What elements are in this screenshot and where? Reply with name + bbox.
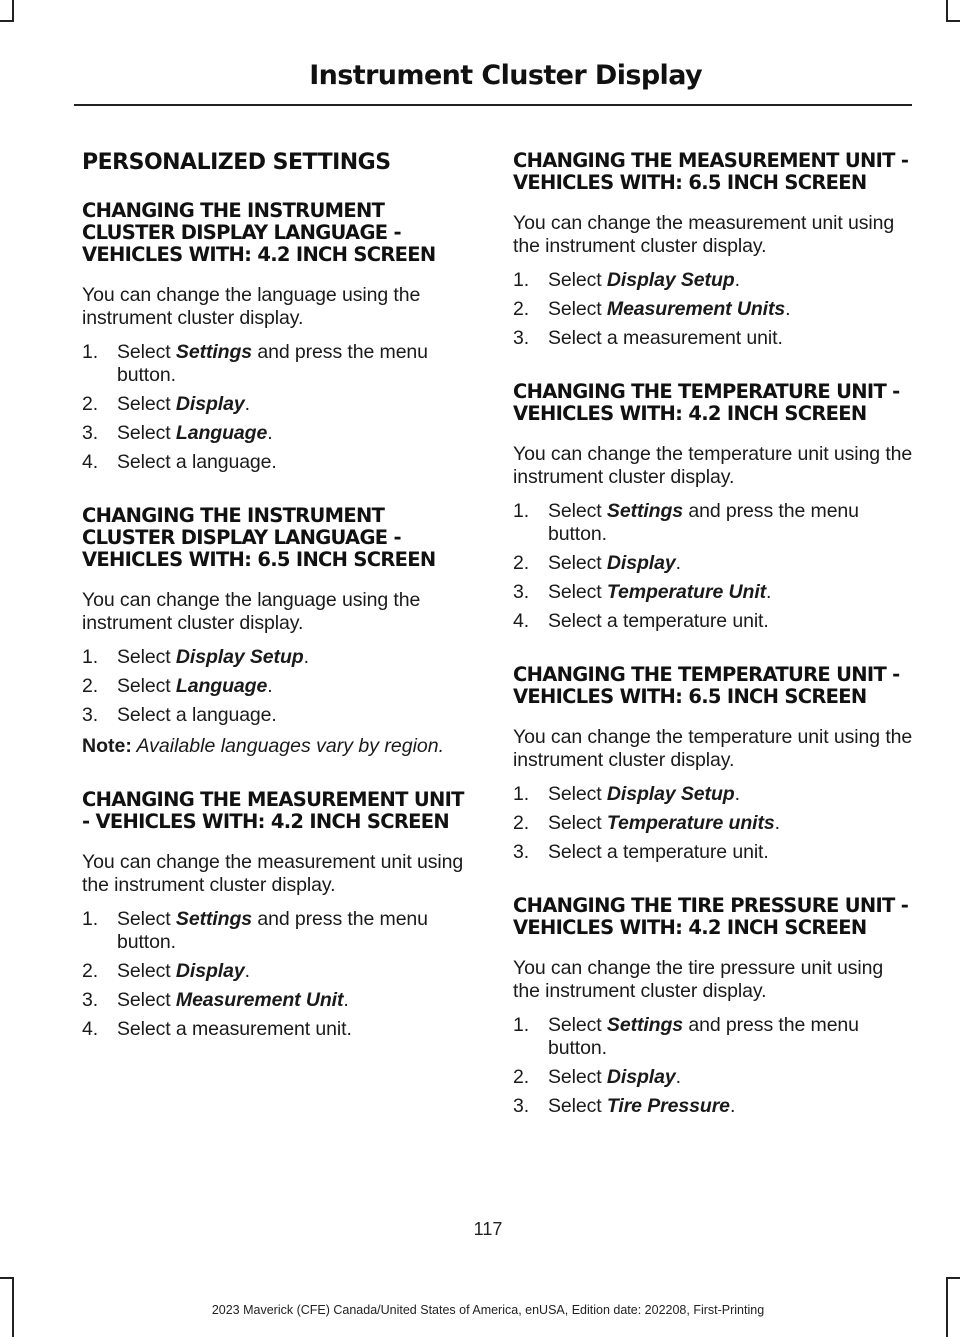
step-menu-option: Measurement Unit <box>175 989 344 1011</box>
step-text: Select a measurement unit. <box>117 1018 352 1040</box>
edition-footer: 2023 Maverick (CFE) Canada/United States of America, enUSA, Edition date: 202208, First-Printing <box>211 1303 765 1317</box>
step-menu-option: Display <box>175 960 245 982</box>
step-text: Select a temperature unit. <box>548 610 769 632</box>
step-number: 2. <box>82 675 99 697</box>
step-menu-option: Language <box>175 422 268 444</box>
left-column <box>82 150 477 1072</box>
step-number: 1. <box>82 341 99 363</box>
step-text-suffix: . <box>785 298 791 320</box>
step-item <box>82 960 477 983</box>
step-text-suffix: . <box>303 646 309 668</box>
step-text: Select <box>548 552 607 574</box>
step-text: Select <box>117 989 176 1011</box>
header-divider <box>74 104 912 106</box>
step-menu-option: Display <box>606 552 676 574</box>
step-number: 1. <box>82 646 99 668</box>
step-item <box>82 1018 477 1041</box>
steps-list <box>82 341 477 474</box>
step-item <box>82 451 477 474</box>
step-menu-option: Temperature Unit <box>606 581 767 603</box>
step-number: 1. <box>513 1014 530 1036</box>
step-text: Select <box>548 1066 607 1088</box>
steps-list <box>513 1014 915 1118</box>
step-menu-option: Display <box>175 393 245 415</box>
section-intro: You can change the temperature unit using the instrument cluster display. <box>513 443 913 488</box>
step-text-suffix: . <box>244 393 250 415</box>
step-text-suffix: . <box>766 581 772 603</box>
step-text-suffix: . <box>774 812 780 834</box>
steps-list <box>513 783 915 864</box>
step-text-suffix: . <box>675 1066 681 1088</box>
step-item <box>82 675 477 698</box>
step-menu-option: Language <box>175 675 268 697</box>
step-number: 1. <box>82 908 99 930</box>
note <box>82 735 477 758</box>
step-text: Select <box>548 500 607 522</box>
step-menu-option: Display Setup <box>606 269 735 291</box>
step-text: Select <box>548 581 607 603</box>
step-text-suffix: and press the menu button. <box>548 500 859 545</box>
crop-mark <box>946 20 960 22</box>
step-text: Select <box>117 675 176 697</box>
main-heading: PERSONALIZED SETTINGS <box>82 150 391 175</box>
section-heading: CHANGING THE TEMPERATURE UNIT - VEHICLES WITH: 6.5 INCH SCREEN <box>513 663 900 708</box>
section-intro: You can change the temperature unit using the instrument cluster display. <box>513 726 913 771</box>
step-item <box>513 812 915 835</box>
note-label: Note: <box>82 735 132 757</box>
step-menu-option: Display <box>606 1066 676 1088</box>
section-intro: You can change the measurement unit using the instrument cluster display. <box>82 851 464 896</box>
step-item <box>82 704 477 727</box>
section-heading: CHANGING THE MEASUREMENT UNIT - VEHICLES WITH: 6.5 INCH SCREEN <box>513 149 909 194</box>
crop-mark <box>0 1277 14 1279</box>
step-menu-option: Display Setup <box>175 646 304 668</box>
steps-list <box>82 646 477 727</box>
section-intro: You can change the language using the instrument cluster display. <box>82 284 421 329</box>
step-text-suffix: . <box>267 675 273 697</box>
step-text-suffix: and press the menu button. <box>117 341 428 386</box>
step-number: 2. <box>513 298 530 320</box>
step-number: 2. <box>513 812 530 834</box>
step-number: 2. <box>513 1066 530 1088</box>
step-menu-option: Settings <box>606 500 684 522</box>
step-number: 3. <box>82 989 99 1011</box>
step-text-suffix: . <box>675 552 681 574</box>
step-menu-option: Measurement Units <box>606 298 786 320</box>
step-text-suffix: . <box>343 989 349 1011</box>
step-number: 4. <box>82 1018 99 1040</box>
step-item <box>513 1066 915 1089</box>
step-text-suffix: . <box>244 960 250 982</box>
step-text-suffix: and press the menu button. <box>548 1014 859 1059</box>
step-text-suffix: . <box>729 1095 736 1117</box>
step-number: 2. <box>82 960 99 982</box>
step-menu-option: Tire Pressure <box>606 1095 730 1117</box>
step-text: Select <box>548 298 607 320</box>
section-heading: CHANGING THE TEMPERATURE UNIT - VEHICLES WITH: 4.2 INCH SCREEN <box>513 380 900 425</box>
left-sections <box>82 200 477 1041</box>
step-item <box>513 552 915 575</box>
right-column <box>513 150 915 1149</box>
step-item <box>82 646 477 669</box>
step-item <box>513 610 915 633</box>
step-menu-option: Display Setup <box>606 783 735 805</box>
step-text: Select <box>548 1095 607 1117</box>
step-item <box>82 422 477 445</box>
step-text: Select <box>117 341 176 363</box>
step-text: Select a language. <box>117 704 277 726</box>
step-number: 1. <box>513 500 530 522</box>
step-item <box>513 500 915 546</box>
step-number: 3. <box>513 1095 530 1117</box>
step-text: Select <box>548 812 607 834</box>
step-number: 4. <box>513 610 530 632</box>
step-number: 3. <box>513 327 530 349</box>
step-item <box>513 783 915 806</box>
step-text: Select <box>117 908 176 930</box>
step-item <box>513 1095 915 1118</box>
section-heading: CHANGING THE INSTRUMENT CLUSTER DISPLAY LANGUAGE - VEHICLES WITH: 4.2 INCH SCREEN <box>82 199 436 266</box>
note-text: Available languages vary by region. <box>131 735 445 757</box>
step-text: Select <box>548 1014 607 1036</box>
step-item <box>513 581 915 604</box>
steps-list <box>513 500 915 633</box>
section-heading: CHANGING THE TIRE PRESSURE UNIT - VEHICLES WITH: 4.2 INCH SCREEN <box>513 894 909 939</box>
steps-list <box>513 269 915 350</box>
step-number: 3. <box>82 422 99 444</box>
crop-mark <box>946 0 948 22</box>
step-item <box>513 327 915 350</box>
step-menu-option: Settings <box>606 1014 684 1036</box>
step-text: Select <box>548 269 607 291</box>
step-text: Select a language. <box>117 451 277 473</box>
step-text: Select <box>117 393 176 415</box>
step-text-suffix: and press the menu button. <box>117 908 428 953</box>
step-item <box>513 298 915 321</box>
page-number: 117 <box>473 1219 503 1239</box>
step-text-suffix: . <box>734 269 740 291</box>
section-heading: CHANGING THE MEASUREMENT UNIT - VEHICLES WITH: 4.2 INCH SCREEN <box>82 788 464 833</box>
step-text: Select <box>117 422 176 444</box>
step-number: 4. <box>82 451 99 473</box>
step-text: Select <box>548 783 607 805</box>
step-item <box>513 841 915 864</box>
section-intro: You can change the language using the instrument cluster display. <box>82 589 421 634</box>
step-number: 1. <box>513 269 530 291</box>
step-item <box>513 269 915 292</box>
crop-mark <box>946 1277 960 1279</box>
step-item <box>82 989 477 1012</box>
steps-list <box>82 908 477 1041</box>
step-text: Select <box>117 960 176 982</box>
crop-mark <box>0 20 14 22</box>
step-text-suffix: . <box>734 783 740 805</box>
step-text: Select <box>117 646 176 668</box>
step-item <box>82 393 477 416</box>
section-heading: CHANGING THE INSTRUMENT CLUSTER DISPLAY LANGUAGE - VEHICLES WITH: 6.5 INCH SCREEN <box>82 504 436 571</box>
step-number: 2. <box>82 393 99 415</box>
step-number: 2. <box>513 552 530 574</box>
crop-mark <box>12 0 14 22</box>
step-text: Select a temperature unit. <box>548 841 769 863</box>
step-menu-option: Temperature units <box>606 812 775 834</box>
step-number: 3. <box>513 581 530 603</box>
step-number: 3. <box>513 841 530 863</box>
step-text: Select a measurement unit. <box>548 327 783 349</box>
page-header-title: Instrument Cluster Display <box>309 60 702 91</box>
section-intro: You can change the tire pressure unit using the instrument cluster display. <box>513 957 884 1002</box>
step-number: 3. <box>82 704 99 726</box>
step-menu-option: Settings <box>175 341 253 363</box>
step-menu-option: Settings <box>175 908 253 930</box>
step-item <box>82 341 477 387</box>
section-intro: You can change the measurement unit using the instrument cluster display. <box>513 212 895 257</box>
right-sections <box>513 150 915 1118</box>
step-text-suffix: . <box>267 422 273 444</box>
step-item <box>82 908 477 954</box>
step-number: 1. <box>513 783 530 805</box>
step-item <box>513 1014 915 1060</box>
